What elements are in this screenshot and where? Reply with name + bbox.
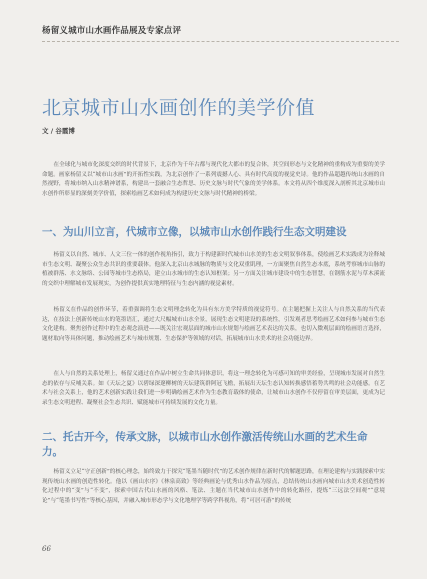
section-1-paragraph-3: 在人与自然的关系处理上，杨留义通过在作品中树立生命共同体意识，将这一理念转化为可感可知的审美经验，呈现城市发展对自然生态的依存与反哺关系。如《天坛之夏》以碧绿深邃柳树的天坛建筑群阿冠飞檐，拓展出天坛生态认知转换感悟蓄势共鸣的社会功能感。在艺术与社会关系上，他的艺术创新实践让我们进一步明确绘画艺术作为生态教育载体的使命，让城市山水创作不仅停留在审美层面，更成为记录生态文明进程、凝聚社会生态共识、赋能城市可持续发展的文化力量。	[42, 371, 385, 406]
running-head: 杨留义城市山水画作品展及专家点评	[42, 26, 182, 36]
intro-paragraph: 在全球化与城市化深度交织的时代背景下，北京作为千年古都与现代化大都市的复合体，其空间形态与文化精神的重构成为重要的美学命题。画家杨留义以“城市山水画”的开拓性实践，为北京创作了一系列震撼人心、具有时代高度的视觉史诗。他的作品超越传统山水画的自然视野，将城市纳入山水精神谱系，构建出一套融合生态哲思、历史文脉与时代气象的美学体系。本文将从四个维度深入剖析其北京城市山水创作所彰显的深刻美学价值，探索绘画艺术如何成为构建历史文脉与时代精神的桥梁。	[42, 162, 385, 197]
section-heading-2: 二、托古开今，传承文脉，以城市山水创作激活传统山水画的艺术生命力。	[42, 431, 368, 458]
header-divider	[42, 41, 399, 42]
article-title: 北京城市山水画创作的美学价值	[42, 97, 316, 119]
article-author: 文 / 谷霞博	[42, 127, 75, 135]
section-1-paragraph-1: 杨留义以自然、城市、人文三位一体的创作视角指引，致力于构建新时代城市山水美的生态文明叙事体系，使绘画艺术实践成为诠释城市生态文明、凝聚公众生态共识的重要载体。他深入北京山水城脉的物质与文化双重肌理，一方面聚焦自然生态本底，系统考察城市山脉的植被群落、水文脉络、公园等城市生态格局，建立山水城市的生态认知框架；另一方面关注城市建设中的生态智慧，在钢筋水泥与草木溪流的交织中理解城市发展现实，为创作提供真实地理特征与生态内涵的视觉素材。	[42, 252, 385, 287]
section-1-paragraph-2: 杨留义在作品的创作环节，着重强调将生态文明理念转化为具有东方美学特质的视觉符号。在主题把握上关注人与自然关系的当代表达，在技法上创新传统山水的笔墨语汇，通过大尺幅城市山水全景，展现生态文明建设的系统性，引发观者思考绘画艺术如何参与城市生态文化建构。聚焦创作过程中的生态观念演进——既关注宏观层面的城市山水规划与绘画艺术表达的关系，也切入微观层面的绘画语言选择，题材取向等具体问题，推动绘画艺术与城市规划、生态保护等领域的对话，拓展城市山水美术的社会功能边界。	[42, 307, 385, 342]
section-2-paragraph-1: 杨留义立足“守正创新”的核心理念，始终致力于探究“笔墨当随时代”的艺术创作规律在新时代的解题思路，在理论建构与实践探索中实现传统山水画的创造性转化。他以《画山水序》《林泉高致》等经典画论与优秀山水作品为原点，总结传统山水画向城市山水美术创造性转化过程中的“变”与“不变”，探索中国古代山水画的风格、笔法、主题在当代城市山水创作中的转化路径，提炼“三远法空间观”“意境论”与“笔墨书写性”等核心基因，并融入城市形态学与文化地理学等跨学科视角，将“可居可游”的传统	[42, 469, 385, 504]
page-number: 66	[42, 545, 51, 553]
section-heading-1: 一、为山川立言，代城市立像，以城市山水创作践行生态文明建设	[42, 226, 347, 238]
